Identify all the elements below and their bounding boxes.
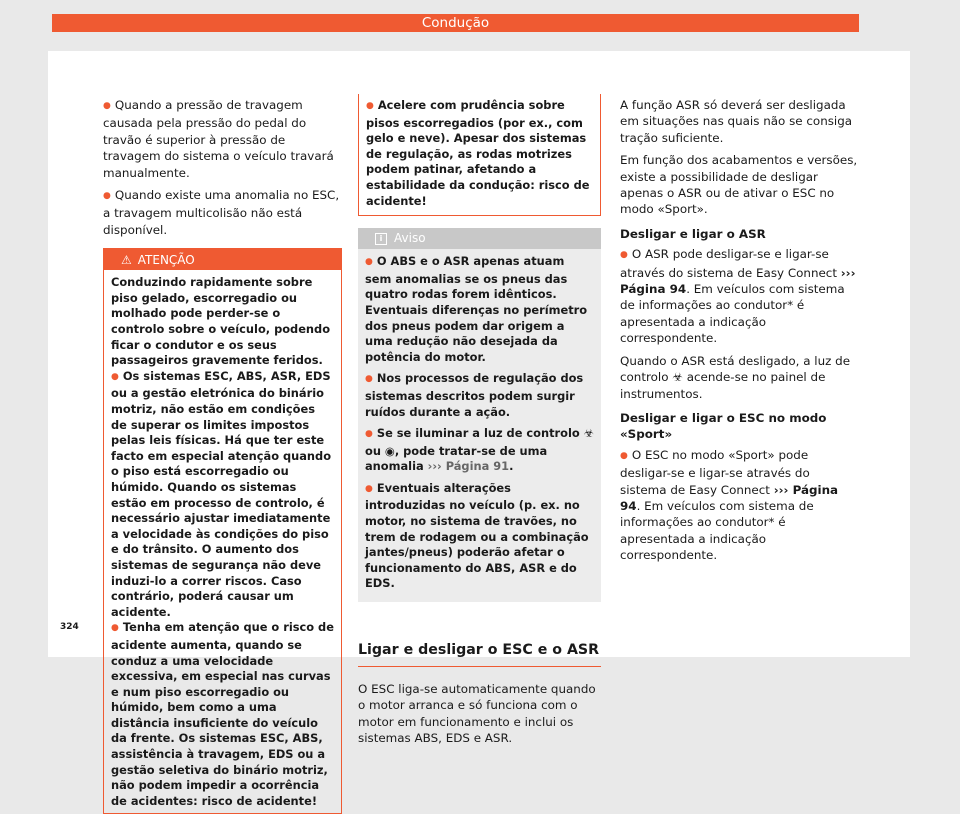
warning-title: ATENÇÃO <box>137 252 195 267</box>
note-bullet: ● Nos processos de regulação dos sistemas descritos podem surgir ruídos durante a ação. <box>365 371 594 420</box>
subheading: Desligar e ligar o ESC no modo «Sport» <box>620 410 827 442</box>
page-number: 324 <box>60 622 79 632</box>
section-title: Ligar e desligar o ESC e o ASR <box>358 640 601 667</box>
column-2 <box>358 97 601 753</box>
column-1 <box>103 97 342 814</box>
warning-body <box>104 270 341 813</box>
warning-box <box>103 248 342 814</box>
page-reference-link[interactable]: ››› Página 94 <box>620 265 856 297</box>
body-paragraph: O ESC liga-se automaticamente quando o motor arranca e só funciona com o motor em funcionamento e inclui os sistemas ABS, EDS e ASR. <box>358 682 596 746</box>
warning-box-continued <box>358 94 601 216</box>
note-bullet: ● Eventuais alterações introduzidas no veículo (p. ex. no motor, no sistema de travões, no trem de rodagem ou a combinação jantes/pneus) poderão afetar o funcionamento do ABS, ASR e do EDS. <box>365 481 594 592</box>
bullet-paragraph: ● O ASR pode desligar-se e ligar-se através do sistema de Easy Connect ››› Página 94. Em veículos com sistema de informações ao condutor* é apresentada a indicação correspondente. <box>620 246 860 346</box>
warning-text: Conduzindo rapidamente sobre piso gelado, escorregadio ou molhado pode perder-se o controlo sobre o veículo, podendo ficar o condutor e os seus passageiros gravemente feridos. <box>111 275 331 368</box>
bullet-paragraph: ● Quando existe uma anomalia no ESC, a travagem multicolisão não está disponível. <box>103 187 342 238</box>
warning-bullet: ● Os sistemas ESC, ABS, ASR, EDS ou a gestão eletrónica do binário motriz, não estão em condições de superar os limites impostos pelas leis físicas. Há que ter este facto em especial atenção quando o piso está escorregadio ou húmido. Quando os sistemas estão em processo de controlo, é necessário ajustar imediatamente a velocidade às condições do piso e do trânsito. O aumento dos sistemas de segurança não deve induzi-lo a correr riscos. Caso contrário, poderá causar um acidente. <box>111 369 334 621</box>
abs-warning-light-icon: ◉ <box>384 443 395 458</box>
warning-bullet: ● Acelere com prudência sobre pisos escorregadios (por ex., com gelo e neve). Apesar dos sistemas de regulação, as rodas motrizes podem patinar, afetando a estabilidade da condução: risco de acidente! <box>366 98 593 209</box>
note-bullet: ● Se se iluminar a luz de controlo ☣ ou ◉, pode tratar-se de uma anomalia ››› Página 91. <box>365 426 594 475</box>
page-reference-link[interactable]: ››› Página 91 <box>427 459 510 474</box>
warning-triangle-icon: ⚠ <box>121 252 132 267</box>
note-bullet: ● O ABS e o ASR apenas atuam sem anomalias se os pneus das quatro rodas forem idênticos. Eventuais diferenças no perímetro dos pneus podem dar origem a uma redução não desejada da potência do motor. <box>365 254 594 365</box>
asr-warning-light-icon: ☣ <box>672 370 683 385</box>
note-title: Aviso <box>394 231 426 246</box>
warning-header <box>104 249 341 270</box>
body-paragraph: A função ASR só deverá ser desligada em situações nas quais não se consiga tração suficiente. <box>620 98 853 145</box>
note-header <box>358 228 601 249</box>
note-body <box>358 249 601 602</box>
page-header: Condução <box>52 14 859 32</box>
body-paragraph: Quando o ASR está desligado, a luz de controlo ☣ acende-se no painel de instrumentos. <box>620 353 851 401</box>
body-paragraph: Em função dos acabamentos e versões, existe a possibilidade de desligar apenas o ASR ou de ativar o ESC no modo «Sport». <box>620 153 858 217</box>
bullet-paragraph: ● O ESC no modo «Sport» pode desligar-se e ligar-se através do sistema de Easy Connect ››› Página 94. Em veículos com sistema de informações ao condutor* é apresentada a indicação correspondente. <box>620 447 860 564</box>
asr-warning-light-icon: ☣ <box>583 426 594 441</box>
page-reference-link[interactable]: ››› Página 94 <box>620 482 839 513</box>
warning-bullet: ● Tenha em atenção que o risco de acidente aumenta, quando se conduz a uma velocidade excessiva, em especial nas curvas e num piso escorregadio ou húmido, bem como a uma distância insuficiente do veículo da frente. Os sistemas ESC, ABS, assistência à travagem, EDS ou a gestão seletiva do binário motriz, não podem impedir a ocorrência de acidentes: risco de acidente! <box>111 620 334 809</box>
column-3 <box>620 97 860 570</box>
note-box <box>358 228 601 602</box>
bullet-paragraph: ● Quando a pressão de travagem causada pela pressão do pedal do travão é superior à pressão de travagem do sistema o veículo travará manualmente. <box>103 97 342 181</box>
subheading: Desligar e ligar o ASR <box>620 226 766 241</box>
info-icon: i <box>375 233 387 245</box>
